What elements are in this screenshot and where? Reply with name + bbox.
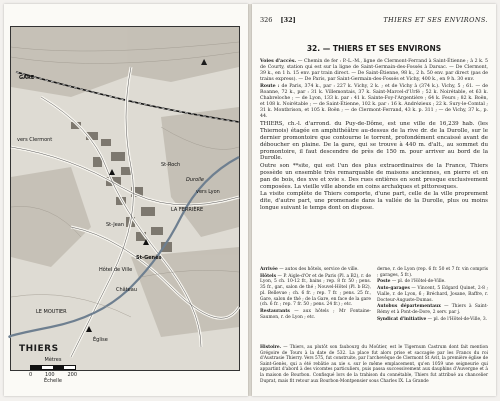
- scale-name: Échelle: [43, 378, 62, 384]
- practical-text: — Vincent, 5 Edgard Quinet, 2-8 ; Vialle, r. de Lyon, 6 ; Bréchard, Josane, Baffre, r. Docteur-Auguste-Dumas.: [377, 286, 488, 303]
- map-label-le-moutier: LE MOUTIER: [36, 309, 67, 315]
- body-text: [260, 59, 488, 213]
- description-paragraph: Outre son **site, qui est l'un des plus extraordinaires de la France, Thiers possède un ensemble très remarquable de maisons anciennes, en pierre et en pan de bois, des xve et xvie s. Des rues entières en sont presque exclusivement composées. La vieille ville abonde en coins archaïques et pittoresques.: [260, 163, 488, 190]
- map-scale: [29, 357, 77, 383]
- map-drawing: [11, 27, 239, 370]
- scale-bar: [30, 365, 76, 370]
- scale-label: Mètres: [44, 357, 62, 363]
- practical-text: — pl. de l'Hôtel-de-Ville.: [391, 279, 446, 285]
- practical-text: — P. Aigle-d'Or et de Paris (Pl. a B2), r. de Lyon, 5 ch. 10-12 fr., bains ; rep. 8 fr. 50 ; pens. 35 fr., gar., salon de thé ; Nouvel-Hôtel (Pl. b B2), pl. Bellevue ; ch. 6 fr. ; rep. 7 fr. ; pens. 25 fr., Gare, salon de thé ; de la Gare, en face de la gare (ch. 6 fr. ; rep. 7 fr. 50 ; pens. 24 fr.) ; etc.: [260, 273, 371, 308]
- map-label-st-jean: St-Jean: [106, 222, 125, 228]
- map-label-chateau: Château: [116, 287, 137, 293]
- history-paragraph: [260, 345, 488, 384]
- map-label-vers-clermont: vers Clermont: [17, 137, 53, 143]
- practical-item: [260, 274, 371, 308]
- practical-text: — pl. de l'Hôtel-de-Ville, 3.: [427, 316, 488, 322]
- practical-item: [377, 304, 488, 315]
- practical-item: [260, 309, 371, 320]
- practical-item: [377, 279, 488, 285]
- history-lead: Histoire.: [260, 345, 282, 350]
- practical-key: Autobus départementaux: [377, 304, 441, 310]
- access-paragraph: [260, 59, 488, 83]
- practical-text: — Thiers à Saint-Rémy et à Pont-de-Dore, 2 serv. par j.: [377, 304, 488, 315]
- scale-tick: 200: [67, 372, 77, 378]
- right-page: [252, 4, 496, 396]
- practical-item: [260, 267, 371, 273]
- map-label-eglise: Église: [93, 337, 108, 343]
- history-text: — Thiers, au plutôt son faubourg du Moûtier, est le Tigernum Castrum dont fait mention Grégoire de Tours à la date de 532. La place fut alors prise et saccagée par les Francs du roi d'Austrasie Thierry. Vers 575, fut construite, par l'archevêque de Clermont St Avit, la première église de Saint-Genès, qui a été rebâtie au xie s. sur le même emplacement, qu'en 1059 une seigneurie qui appartint d'abord à des vicomtes particuliers, puis passa successivement aux dauphins d'Auvergne et à la maison de Bourbon. Confisqué lors de la trahison du connétable, Thiers fut attribué au chancelier Duprat, mais fit retour aux Bourbon-Montpensier sous Charles IX. La Grande: [260, 345, 488, 384]
- north-arrow-icon: ▲: [201, 57, 208, 66]
- practical-info: [260, 267, 488, 323]
- practical-item: [377, 267, 488, 278]
- practical-item: [377, 286, 488, 303]
- practical-key: Hôtels: [260, 273, 277, 279]
- description-paragraph: THIERS, ch.-l. d'arrond. du Puy-de-Dôme, est une ville de 16,239 hab. (les Thiernois) étagée en amphithéâtre au-dessus de la rive dr. de la Durolle, sur le dernier promontoire que contourne le torrent, profondément encaissé avant de déboucher en plaine. De la gare, qui se trouve à 440 m. d'alt., au sommet du promontoire, il faut descendre de près de 150 m. pour arriver au bord de la Durolle.: [260, 121, 488, 162]
- map-label-la-ferriere: LA FERRIÈRE: [171, 207, 204, 213]
- map-label-st-genes: St-Genès: [136, 255, 162, 261]
- map-label-hotel-de-ville: Hôtel de Ville: [99, 267, 133, 273]
- map-title: THIERS: [19, 344, 59, 354]
- practical-item: [377, 317, 488, 323]
- practical-text: — autos des hôtels, service de ville.: [279, 267, 359, 272]
- header-title: THIERS ET SES ENVIRONS.: [383, 16, 488, 24]
- section-bracket: [32]: [280, 16, 296, 24]
- map-label-gare: GARE: [19, 75, 35, 81]
- section-title: 32. — THIERS ET SES ENVIRONS: [306, 44, 442, 53]
- description-paragraph: La visite complète de Thiers comporte, d'une part, celle de la ville proprement dite, d'autre part, une promenade dans la vallée de la Durolle, plus ou moins longue suivant le temps dont on dispose.: [260, 191, 488, 212]
- left-page: [4, 4, 248, 396]
- running-header: [260, 16, 488, 26]
- practical-key: Arrivée: [260, 267, 278, 272]
- access-lead: Voies d'accès.: [260, 59, 297, 64]
- practical-column-right: [377, 267, 488, 323]
- practical-key: Poste: [377, 279, 391, 285]
- city-map: [10, 26, 240, 384]
- scale-tick: 0: [29, 372, 33, 378]
- access-text: — Chemin de fer : P.-L.-M., ligne de Clermont-Ferrand à Saint-Étienne ; à 2 k. 5 de Courty, station qui est sur la ligne de Saint-Germain-des-Fossés à Darsac. — De Clermont, 39 k., en 1 h. 15 env. par train direct. — De Saint-Étienne, 98 k., 2 h. 50 env. par direct (pas de trains express). — De Paris, par Saint-Germain-des-Fossés et Vichy, 400 k., en 9 h. 30 env.: [260, 59, 488, 83]
- practical-key: Auto-garages: [377, 286, 410, 292]
- route-text: de Paris, 374 k., par : 227 k. Vichy, 2 k. ; et de Vichy à (374 k.). Vichy, 5 ; 61. — de Roanne, 72 k., par : 31 k. Villemontais, 37 k. Saint-Marcel-d'Urfé ; 52 k. Noirétable, et 63 k. Chabreloche ; — de Lyon, 133 k. par : 41 k. Sainte-Foy-l'Argentière ; 64 k. Feurs ; 82 k. Boën, et 108 k. Noirétable ; — de Saint-Étienne, 102 k. par : 16 k. Andrézieux ; 22 k. Sury-le-Comtal ; 31 k. Montbrison, et 105 k. Boën ; — de Clermont-Ferrand, 43 k. p. 311 ; — de Vichy, 37 k., p. 44.: [260, 84, 488, 120]
- map-label-st-roch: St-Roch: [161, 162, 181, 168]
- practical-text: derne, r. de Lyon (rep. 6 fr. 50 et 7 fr. vin compris ; garages, 5 fr.).: [377, 267, 488, 278]
- route-lead: Route :: [260, 84, 280, 90]
- route-paragraph: [260, 84, 488, 120]
- scale-tick: 100: [45, 372, 55, 378]
- page-number: 326: [260, 16, 273, 24]
- practical-key: Syndicat d'initiative: [377, 316, 427, 322]
- map-label-durolle: Durolle: [186, 177, 204, 183]
- map-label-vers-lyon: vers Lyon: [196, 189, 220, 195]
- practical-key: Restaurants: [260, 308, 290, 314]
- practical-text: — aux hôtels ; Mr Fontaine-Saumon, r. de Lyon ; etc.: [260, 308, 371, 320]
- practical-column-left: [260, 267, 371, 323]
